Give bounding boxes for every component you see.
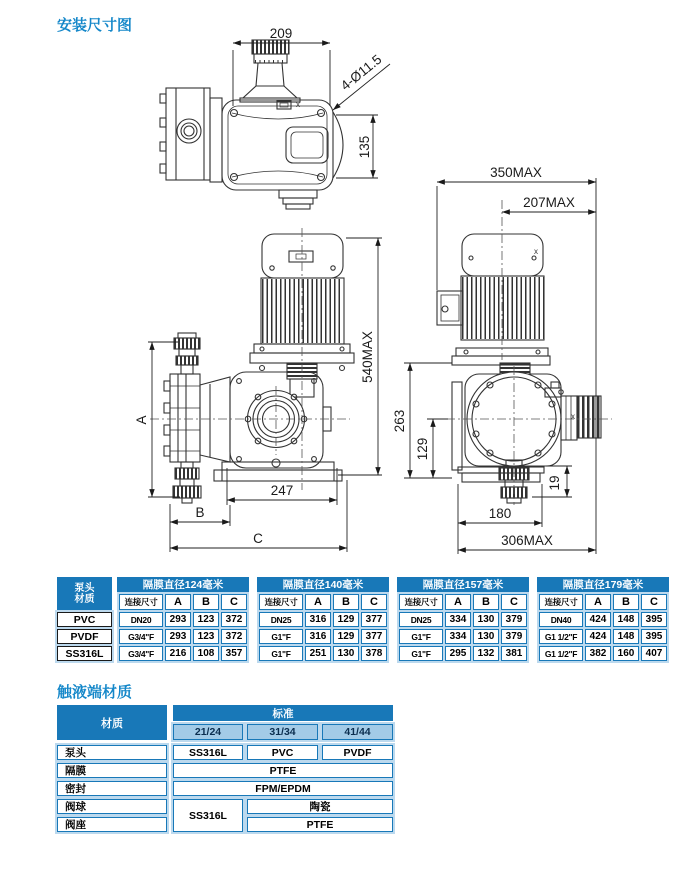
front-view-drawing bbox=[164, 234, 354, 503]
cell: 316 bbox=[305, 629, 331, 644]
col-header: A bbox=[165, 594, 191, 610]
col-header: C bbox=[501, 594, 527, 610]
dim-label-129: 129 bbox=[415, 437, 430, 461]
dim-label-306max: 306MAX bbox=[501, 533, 553, 548]
cell: 407 bbox=[641, 646, 667, 661]
top-view-drawing bbox=[160, 40, 343, 209]
cell: 130 bbox=[473, 629, 499, 644]
diaphragm-group-124 bbox=[117, 577, 249, 663]
row-label-pump-head: 泵头 bbox=[57, 745, 167, 760]
corner-line2: 材质 bbox=[74, 593, 95, 605]
cell: 130 bbox=[333, 646, 359, 661]
cell: 216 bbox=[165, 646, 191, 661]
dim-label-a: A bbox=[134, 415, 149, 425]
material-table bbox=[57, 705, 393, 833]
row-label-valve-ball: 阀球 bbox=[57, 799, 167, 814]
col-header: A bbox=[445, 594, 471, 610]
section-title-wetted-materials: 触液端材质 bbox=[57, 684, 133, 701]
dim-label-540max: 540MAX bbox=[360, 331, 375, 383]
col-header: A bbox=[305, 594, 331, 610]
col-header: A bbox=[585, 594, 611, 610]
cell: 395 bbox=[641, 612, 667, 627]
pump-head-41-44: PVDF bbox=[322, 745, 393, 760]
cell: G1"F bbox=[259, 629, 303, 644]
cell: DN25 bbox=[399, 612, 443, 627]
size-col-41-44: 41/44 bbox=[322, 724, 393, 740]
col-header: 连接尺寸 bbox=[539, 594, 583, 610]
cell: 424 bbox=[585, 612, 611, 627]
cell: 382 bbox=[585, 646, 611, 661]
cell: 334 bbox=[445, 629, 471, 644]
dim-label-263: 263 bbox=[392, 409, 407, 433]
cell: 424 bbox=[585, 629, 611, 644]
dim-label-180: 180 bbox=[488, 506, 512, 521]
dim-label-b: B bbox=[195, 505, 205, 520]
pump-head-31-34: PVC bbox=[247, 745, 318, 760]
valve-ball-value: 陶瓷 bbox=[247, 799, 393, 814]
cell: 377 bbox=[361, 629, 387, 644]
dim-label-207max: 207MAX bbox=[523, 195, 575, 210]
group-title: 隔膜直径157毫米 bbox=[397, 577, 529, 592]
cell: G3/4"F bbox=[119, 629, 163, 644]
row-label-seal: 密封 bbox=[57, 781, 167, 796]
cell: G1"F bbox=[259, 646, 303, 661]
row-label-diaphragm: 隔膜 bbox=[57, 763, 167, 778]
col-header: C bbox=[221, 594, 247, 610]
cell: 395 bbox=[641, 629, 667, 644]
col-header: B bbox=[613, 594, 639, 610]
col-header: C bbox=[641, 594, 667, 610]
size-col-21-24: 21/24 bbox=[173, 724, 243, 740]
cell: 372 bbox=[221, 612, 247, 627]
cell: 148 bbox=[613, 612, 639, 627]
x-mark: x bbox=[534, 247, 538, 256]
cell: 123 bbox=[193, 612, 219, 627]
seal-value: FPM/EPDM bbox=[173, 781, 393, 796]
col-header: B bbox=[333, 594, 359, 610]
row-label-valve-seat: 阀座 bbox=[57, 817, 167, 832]
row-label-pvc: PVC bbox=[57, 612, 112, 627]
cell: 148 bbox=[613, 629, 639, 644]
cell: G1 1/2"F bbox=[539, 629, 583, 644]
dim-label-247: 247 bbox=[270, 483, 294, 498]
col-header: C bbox=[361, 594, 387, 610]
cell: 129 bbox=[333, 629, 359, 644]
corner-line1: 泵头 bbox=[74, 582, 95, 594]
cell: 293 bbox=[165, 629, 191, 644]
dim-label-209: 209 bbox=[269, 26, 293, 41]
cell: 123 bbox=[193, 629, 219, 644]
dim-label-135: 135 bbox=[357, 135, 372, 159]
diaphragm-group-179 bbox=[537, 577, 669, 663]
cell: 357 bbox=[221, 646, 247, 661]
dim-table-corner-header bbox=[57, 577, 112, 610]
cell: 379 bbox=[501, 612, 527, 627]
cell: 379 bbox=[501, 629, 527, 644]
cell: 378 bbox=[361, 646, 387, 661]
col-header: B bbox=[473, 594, 499, 610]
row-label-pvdf: PVDF bbox=[57, 629, 112, 644]
col-header: 连接尺寸 bbox=[119, 594, 163, 610]
side-view-drawing bbox=[437, 234, 601, 503]
cell: 108 bbox=[193, 646, 219, 661]
dim-label-c: C bbox=[253, 531, 263, 546]
pump-head-21-24: SS316L bbox=[173, 745, 243, 760]
material-table-corner: 材质 bbox=[57, 705, 167, 740]
cell: 160 bbox=[613, 646, 639, 661]
dim-label-19: 19 bbox=[547, 475, 562, 491]
cell: G1"F bbox=[399, 629, 443, 644]
valve-col1-value: SS316L bbox=[173, 799, 243, 832]
page-title: 安装尺寸图 bbox=[57, 17, 133, 34]
cell: 251 bbox=[305, 646, 331, 661]
cell: G1 1/2"F bbox=[539, 646, 583, 661]
group-title: 隔膜直径124毫米 bbox=[117, 577, 249, 592]
size-col-31-34: 31/34 bbox=[247, 724, 318, 740]
col-header: 连接尺寸 bbox=[399, 594, 443, 610]
cell: DN20 bbox=[119, 612, 163, 627]
diaphragm-group-157 bbox=[397, 577, 529, 663]
cell: G3/4"F bbox=[119, 646, 163, 661]
cell: G1"F bbox=[399, 646, 443, 661]
col-header: 连接尺寸 bbox=[259, 594, 303, 610]
diaphragm-group-140 bbox=[257, 577, 389, 663]
cell: 132 bbox=[473, 646, 499, 661]
cell: 381 bbox=[501, 646, 527, 661]
diaphragm-value: PTFE bbox=[173, 763, 393, 778]
group-title: 隔膜直径179毫米 bbox=[537, 577, 669, 592]
cell: DN40 bbox=[539, 612, 583, 627]
dim-label-holes: 4-Ø11.5 bbox=[337, 51, 385, 94]
standard-header: 标准 bbox=[173, 705, 393, 721]
group-title: 隔膜直径140毫米 bbox=[257, 577, 389, 592]
cell: 316 bbox=[305, 612, 331, 627]
col-header: B bbox=[193, 594, 219, 610]
row-label-ss316l: SS316L bbox=[57, 646, 112, 661]
cell: DN25 bbox=[259, 612, 303, 627]
cell: 130 bbox=[473, 612, 499, 627]
cell: 293 bbox=[165, 612, 191, 627]
dim-label-350max: 350MAX bbox=[490, 165, 542, 180]
cell: 334 bbox=[445, 612, 471, 627]
x-mark: x bbox=[296, 100, 300, 109]
dimension-table bbox=[57, 577, 672, 665]
cell: 372 bbox=[221, 629, 247, 644]
cell: 129 bbox=[333, 612, 359, 627]
cell: 377 bbox=[361, 612, 387, 627]
x-mark: x bbox=[571, 412, 575, 421]
cell: 295 bbox=[445, 646, 471, 661]
valve-seat-value: PTFE bbox=[247, 817, 393, 832]
